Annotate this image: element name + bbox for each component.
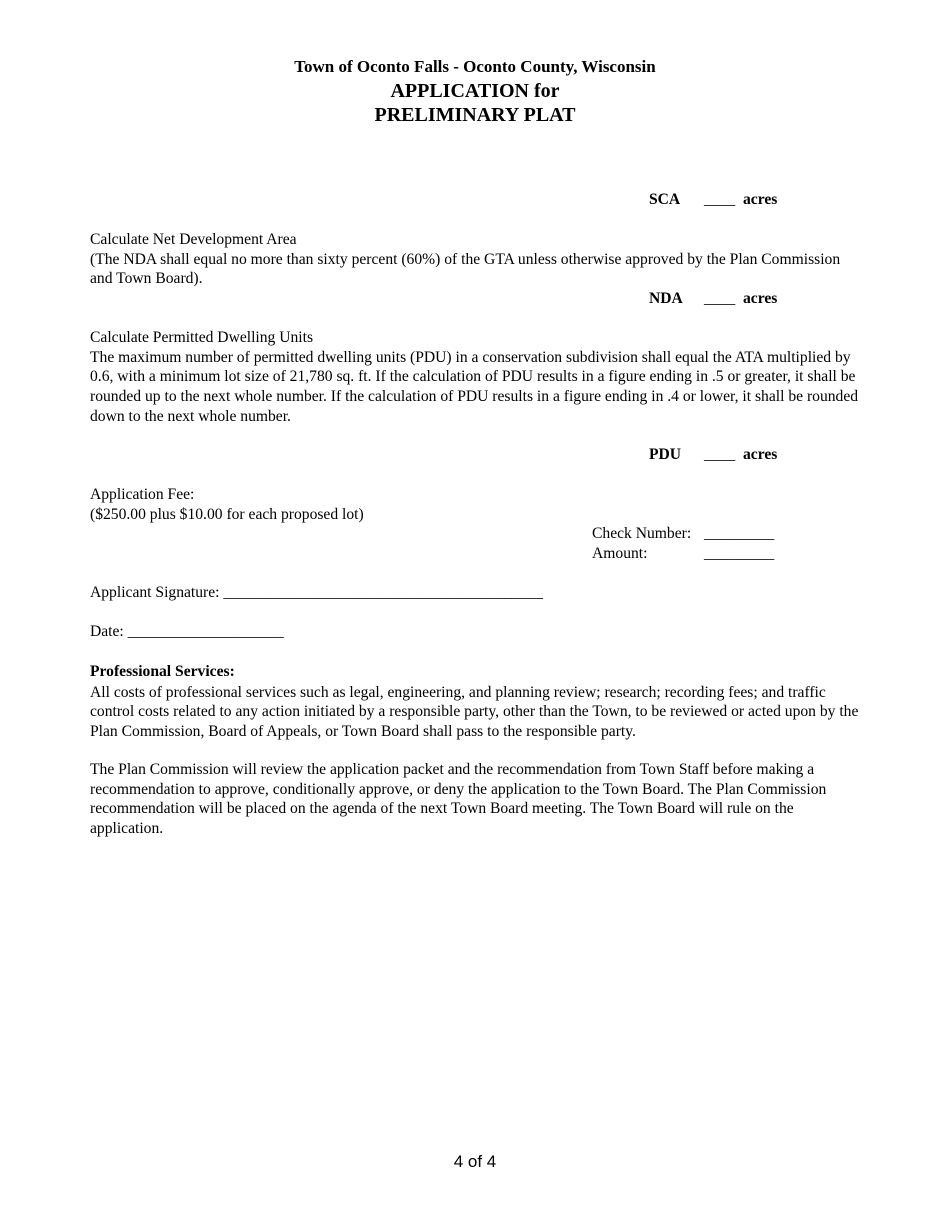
date-label: Date:: [90, 623, 124, 640]
amount-label: Amount:: [592, 545, 648, 562]
pdu-section-text: The maximum number of permitted dwelling units (PDU) in a conservation subdivision shall equal the ATA multiplied by 0.6, with a minimum lot size of 21,780 sq. ft. If the calculation of PDU results in a figure ending in .5 or greater, it shall be rounded up to the next whole number. If the calculation of PDU results in a figure ending in .4 or lower, it shall be rounded down to the next whole number.: [90, 348, 859, 425]
header-application-for: APPLICATION for: [390, 80, 560, 102]
sca-unit: acres: [743, 191, 778, 208]
date-blank[interactable]: ____________________: [127, 623, 284, 640]
professional-services-title: Professional Services:: [90, 663, 235, 680]
pdu-section-title: Calculate Permitted Dwelling Units: [90, 329, 314, 346]
pdu-blank[interactable]: ____: [704, 446, 736, 463]
nda-label: NDA: [649, 290, 683, 307]
signature-blank[interactable]: _________________________________________: [223, 584, 544, 601]
fee-section: [90, 485, 865, 524]
sca-blank[interactable]: ____: [704, 191, 736, 208]
check-number-label: Check Number:: [592, 525, 692, 542]
check-number-field: [592, 524, 775, 544]
nda-section: [90, 230, 865, 289]
header-municipality: Town of Oconto Falls - Oconto County, Wisconsin: [294, 57, 656, 76]
professional-services-section: [90, 662, 865, 742]
header-preliminary-plat: PRELIMINARY PLAT: [374, 104, 576, 126]
pdu-unit: acres: [743, 446, 778, 463]
professional-services-text: All costs of professional services such as legal, engineering, and planning review; research; recording fees; and traffic control costs related to any action initiated by a responsible party, other than the Town, to be reviewed or acted upon by the Plan Commission, Board of Appeals, or Town Board shall pass to the responsible party.: [90, 683, 859, 741]
nda-section-title: Calculate Net Development Area: [90, 231, 297, 248]
review-text: The Plan Commission will review the application packet and the recommendation from Town Staff before making a recommendation to approve, conditionally approve, or deny the application to the Town Board. The Plan Commission recommendation will be placed on the agenda of the next Town Board meeting. The Town Board will rule on the application.: [90, 761, 827, 838]
pdu-section: [90, 328, 865, 427]
fee-text: ($250.00 plus $10.00 for each proposed lot): [90, 505, 364, 523]
nda-blank[interactable]: ____: [704, 290, 736, 307]
amount-field: [592, 544, 775, 564]
pdu-label: PDU: [649, 446, 682, 463]
nda-unit: acres: [743, 290, 778, 307]
page-number: 4 of 4: [453, 1152, 497, 1171]
amount-blank[interactable]: _________: [704, 545, 775, 562]
fee-title: Application Fee:: [90, 486, 195, 503]
sca-label: SCA: [649, 191, 681, 208]
signature-field: [90, 583, 865, 603]
check-number-blank[interactable]: _________: [704, 525, 775, 542]
review-section: [90, 760, 865, 839]
date-field: [90, 622, 865, 642]
signature-label: Applicant Signature:: [90, 584, 220, 601]
nda-section-text: (The NDA shall equal no more than sixty percent (60%) of the GTA unless otherwise approved by the Plan Commission and Town Board).: [90, 250, 841, 288]
